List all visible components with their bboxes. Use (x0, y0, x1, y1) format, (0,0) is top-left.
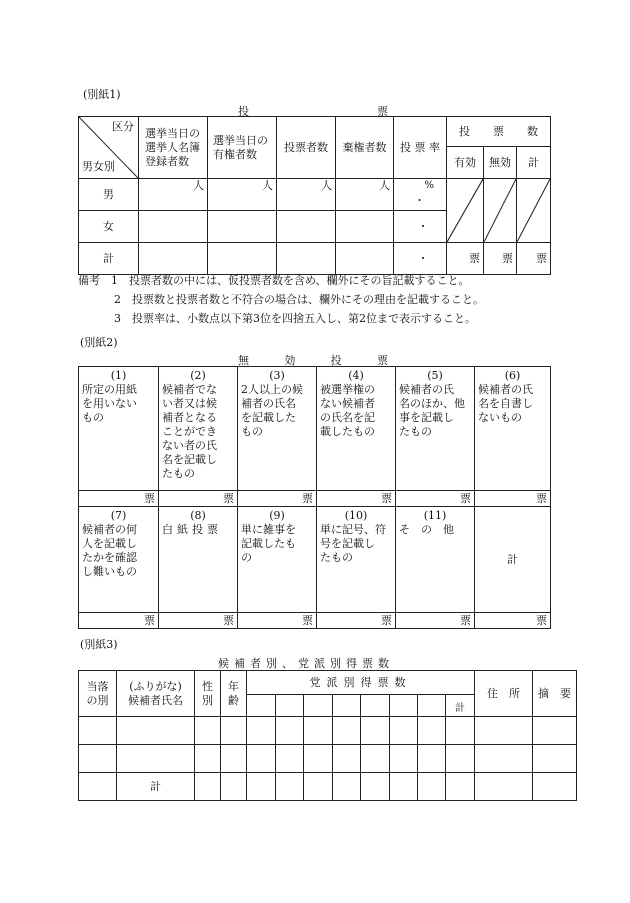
invalid-cell-4: (4) 被選挙権の ない候補者 の氏名を記 載したもの (317, 367, 396, 491)
invalid-cell-8: (8) 白紙投票 (159, 507, 238, 613)
unit-hyo: 票 (159, 491, 238, 507)
decimal-dot: ・ (414, 194, 425, 207)
invalid-cell-2: (2) 候補者でな い者又は候 補者となる ことができ ない者の氏 名を記載し たもの (159, 367, 238, 491)
header-name: (ふりがな) 候補者氏名 (117, 671, 195, 717)
header-toha: 党派別得票数 (247, 671, 475, 695)
header-sei: 性 別 (195, 671, 221, 717)
header-kei: 計 (517, 147, 551, 179)
section1-title-a: 投 (238, 105, 249, 118)
table-row (79, 717, 577, 745)
unit-hyo: 票 (396, 491, 475, 507)
note-2: 2 投票数と投票者数と不符合の場合は、欄外にその理由を記載すること。 (114, 293, 484, 306)
row-label-male: 男 (79, 179, 139, 211)
slash-cell (484, 179, 517, 243)
header-col1: 選挙当日の 選挙人名簿 登録者数 (139, 117, 208, 179)
header-col4: 棄権者数 (336, 117, 394, 179)
table-row (79, 773, 577, 801)
note-1: 備考 1 投票者数の中には、仮投票者数を含め、欄外にその旨記載すること。 (78, 274, 470, 287)
header-danjo: 男女別 (82, 160, 115, 173)
invalid-cell-1: (1) 所定の用紙 を用いない もの (79, 367, 159, 491)
table-row (79, 179, 551, 211)
unit-hyo: 票 (475, 613, 551, 629)
invalid-cell-3: (3) 2人以上の候 補者の氏名 を記載した もの (238, 367, 317, 491)
section1-label: (別紙1) (83, 88, 121, 101)
header-col3: 投票者数 (277, 117, 336, 179)
unit-pct: % (424, 180, 434, 191)
unit-hyo: 票 (79, 613, 159, 629)
unit-hyo: 票 (484, 243, 517, 275)
rate-cell (394, 179, 447, 211)
header-col5: 投 票 率 (394, 117, 447, 179)
unit-hyo: 票 (79, 491, 159, 507)
invalid-cell-7: (7) 候補者の何 人を記載し たかを確認 し難いもの (79, 507, 159, 613)
invalid-cell-6: (6) 候補者の氏 名を自書し ないもの (475, 367, 551, 491)
invalid-vote-table (78, 366, 551, 629)
unit-hyo: 票 (447, 243, 484, 275)
unit-hyo: 票 (238, 491, 317, 507)
unit-hyo: 票 (317, 491, 396, 507)
unit-hyo: 票 (159, 613, 238, 629)
candidate-table (78, 670, 577, 801)
invalid-total-label: 計 (475, 507, 551, 613)
section1-title-b: 票 (377, 105, 388, 118)
header-kubun: 区分 (112, 120, 134, 133)
invalid-cell-9: (9) 単に雑事を 記載したも の (238, 507, 317, 613)
header-toha-kei: 計 (446, 695, 475, 717)
section2-title: 無 効 投 票 (238, 354, 388, 367)
table-row (79, 745, 577, 773)
section2-label: (別紙2) (80, 336, 118, 349)
slash-cell (447, 179, 484, 243)
invalid-cell-11: (11) そ の 他 (396, 507, 475, 613)
header-toraku: 当落 の別 (79, 671, 117, 717)
decimal-dot: ・ (394, 243, 447, 275)
section3-label: (別紙3) (80, 638, 118, 651)
unit-nin: 人 (139, 179, 208, 211)
header-muko: 無効 (484, 147, 517, 179)
unit-nin: 人 (336, 179, 394, 211)
header-yuko: 有効 (447, 147, 484, 179)
slash-cell (517, 179, 551, 243)
unit-hyo: 票 (238, 613, 317, 629)
unit-hyo: 票 (396, 613, 475, 629)
row-label-female: 女 (79, 211, 139, 243)
header-kubun-cell (79, 117, 139, 179)
row-label-total: 計 (79, 243, 139, 275)
table-row (79, 613, 551, 629)
header-col2: 選挙当日の 有権者数 (208, 117, 277, 179)
unit-hyo: 票 (475, 491, 551, 507)
candidate-total-label: 計 (117, 773, 195, 801)
decimal-dot: ・ (394, 211, 447, 243)
invalid-cell-10: (10) 単に記号、符 号を記載し たもの (317, 507, 396, 613)
header-tekiyo: 摘 要 (533, 671, 577, 717)
section3-title: 候補者別、党派別得票数 (218, 657, 394, 670)
invalid-cell-5: (5) 候補者の氏 名のほか、他 事を記載し たもの (396, 367, 475, 491)
unit-hyo: 票 (517, 243, 551, 275)
table-row (79, 491, 551, 507)
header-nen: 年 齢 (221, 671, 247, 717)
unit-nin: 人 (277, 179, 336, 211)
note-3: 3 投票率は、小数点以下第3位を四捨五入し、第2位まで表示すること。 (114, 312, 476, 325)
unit-nin: 人 (208, 179, 277, 211)
header-jusho: 住 所 (475, 671, 533, 717)
table-row (79, 243, 551, 275)
unit-hyo: 票 (317, 613, 396, 629)
vote-table (78, 116, 551, 275)
header-tohyosu: 投 票 数 (447, 117, 551, 147)
